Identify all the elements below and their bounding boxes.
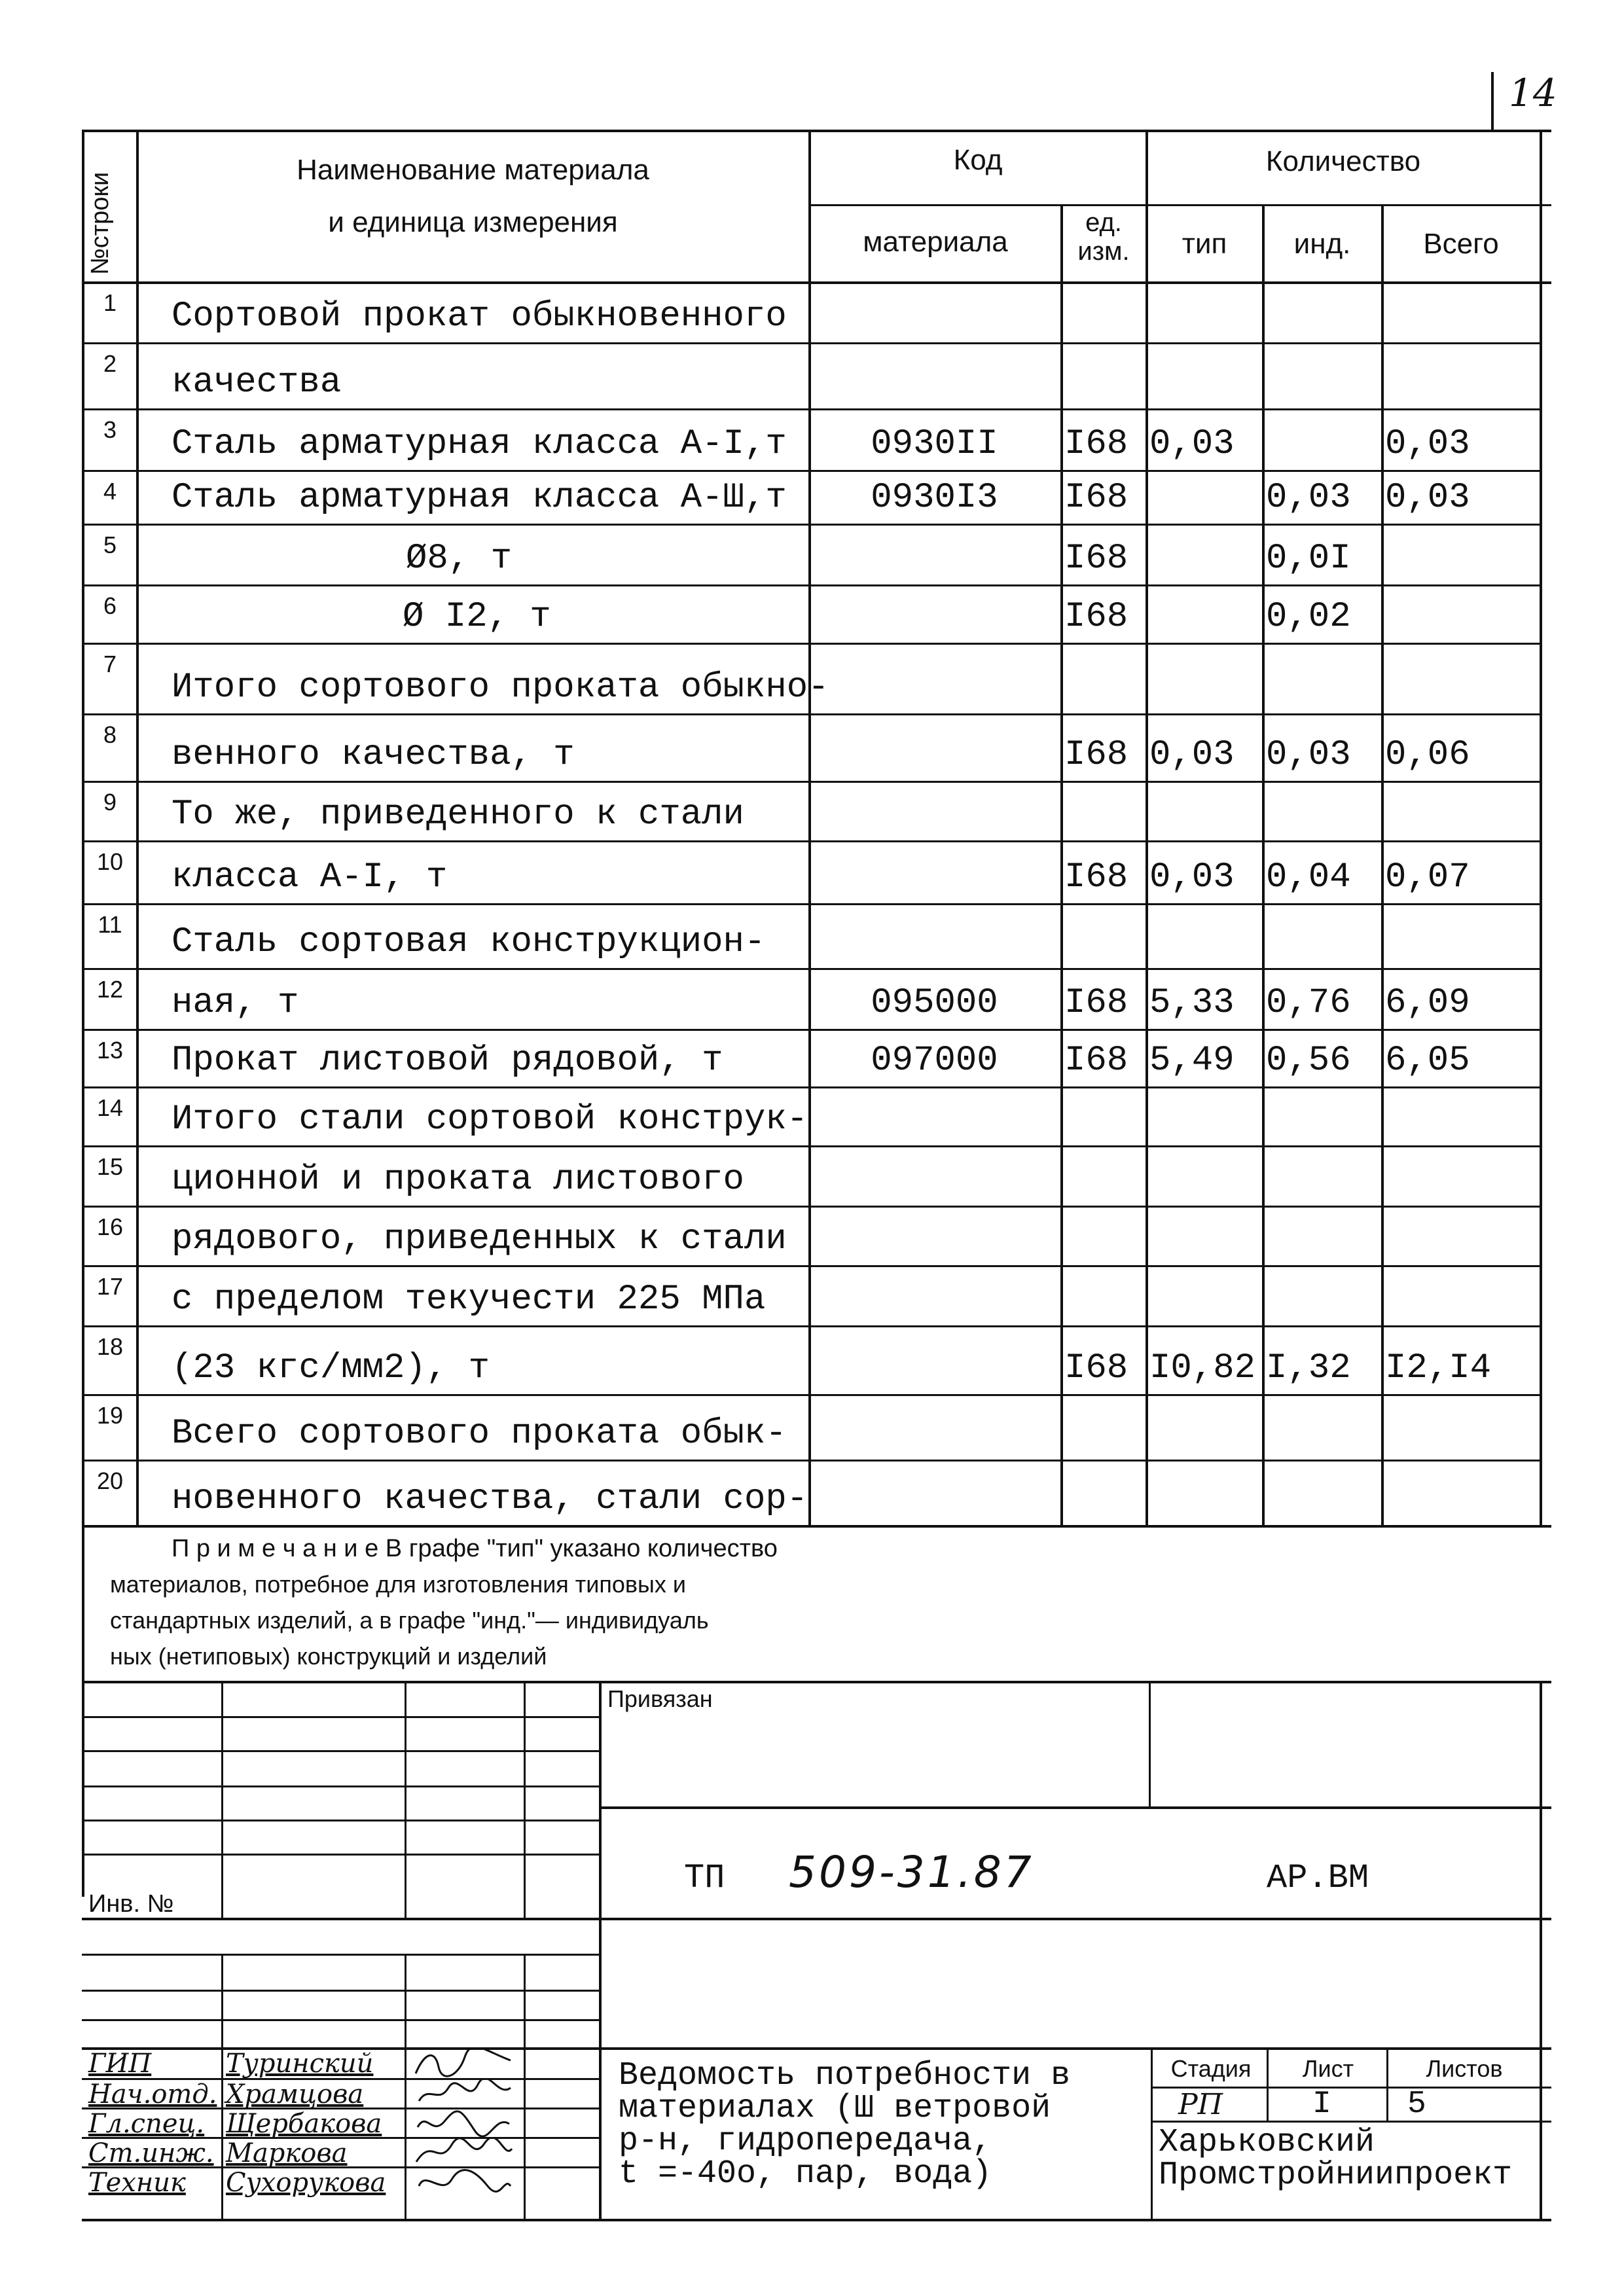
row-separator (808, 1394, 1540, 1396)
row-separator (136, 1525, 808, 1527)
stamp-vline (221, 1681, 223, 1918)
document-mark: АР.ВМ (1267, 1859, 1369, 1897)
name-column-border (808, 130, 811, 1525)
row-separator (82, 1265, 136, 1267)
row-number: 18 (96, 1333, 124, 1360)
stamp-bottom-border (82, 2219, 1551, 2221)
row-number: 15 (96, 1153, 124, 1180)
cell-tip: 5,33 (1149, 983, 1235, 1023)
row-separator (82, 903, 136, 905)
header-quantity: Количество (1265, 145, 1421, 177)
material-name: венного качества, т (171, 735, 575, 775)
row-separator (808, 408, 1540, 410)
row-separator (808, 524, 1540, 526)
header-name-line2: и единица измерения (328, 206, 618, 238)
cell-tip: 0,03 (1149, 424, 1235, 464)
stamp-line (82, 1854, 599, 1856)
stamp-vline (524, 1954, 526, 2219)
sheet-value: I (1312, 2087, 1331, 2122)
sheets-value: 5 (1407, 2087, 1426, 2122)
stamp-line (82, 2019, 599, 2021)
document-number: 509-31.87 (789, 1847, 1034, 1897)
row-separator (82, 1460, 136, 1462)
handwritten-signature (412, 2166, 517, 2199)
row-separator (136, 1086, 808, 1088)
row-separator (82, 643, 136, 645)
row-separator (808, 1145, 1540, 1147)
row-separator (136, 1029, 808, 1031)
signer-name: Храмцова (226, 2079, 364, 2109)
row-separator (82, 584, 136, 586)
stamp-line (82, 1954, 599, 1956)
material-name: Сортовой прокат обыкновенного (171, 296, 787, 336)
row-separator (136, 1145, 808, 1147)
cell-ind: 0,03 (1266, 735, 1351, 775)
cell-ind: 0,03 (1266, 478, 1351, 518)
row-separator (82, 1394, 136, 1396)
row-number: 1 (103, 289, 117, 316)
cell-total: 0,06 (1385, 735, 1470, 775)
header-code: Код (953, 144, 1003, 176)
page-number: 14 (1509, 71, 1557, 115)
row-separator (808, 1206, 1540, 1208)
row-number: 14 (96, 1094, 124, 1121)
row-separator (82, 713, 136, 715)
cell-unit: I68 (1064, 983, 1128, 1023)
cell-ind: 0,02 (1266, 597, 1351, 637)
cell-unit: I68 (1064, 424, 1128, 464)
stamp-line (82, 1716, 599, 1718)
note-line1: В графе "тип" указано количество (385, 1535, 778, 1562)
table-top-border (82, 130, 1551, 132)
cell-total: 6,05 (1385, 1041, 1470, 1081)
stamp-vline (1386, 2047, 1388, 2121)
cell-unit: I68 (1064, 857, 1128, 897)
handwritten-signature (412, 2047, 517, 2080)
row-separator (808, 1460, 1540, 1462)
material-name: качества (171, 363, 342, 403)
page-number-separator (1491, 72, 1494, 131)
cell-unit: I68 (1064, 539, 1128, 579)
stage-header: Стадия (1170, 2055, 1252, 2082)
organization-line2: Промстройниипроект (1159, 2157, 1513, 2194)
row-number: 13 (96, 1037, 124, 1064)
cell-code: 095000 (871, 983, 998, 1023)
row-separator (136, 968, 808, 970)
material-name: Итого сортового проката обыкно- (171, 668, 829, 708)
row-separator (136, 1394, 808, 1396)
handwritten-signature (412, 2078, 517, 2111)
stamp-right-border (1540, 1681, 1542, 2219)
row-separator (82, 470, 136, 472)
row-separator (136, 584, 808, 586)
row-number: 10 (96, 848, 124, 875)
cell-total: 0,03 (1385, 478, 1470, 518)
cell-tip: 0,03 (1149, 857, 1235, 897)
cell-code: 0930I3 (871, 478, 998, 518)
row-separator (136, 643, 808, 645)
cell-ind: 0,04 (1266, 857, 1351, 897)
header-material: материала (863, 226, 1008, 258)
row-separator (808, 342, 1540, 344)
cell-tip: 5,49 (1149, 1041, 1235, 1081)
stamp-line (82, 1750, 599, 1752)
cell-ind: I,32 (1266, 1348, 1351, 1388)
header-bottom-border (82, 281, 1551, 284)
row-separator (136, 713, 808, 715)
material-name: класса А-I, т (171, 857, 448, 897)
sheet-header: Лист (1302, 2055, 1354, 2082)
inventory-number-label: Инв. № (88, 1890, 174, 1918)
row-separator (136, 1325, 808, 1327)
material-name: Ø8, т (406, 539, 513, 579)
header-total: Всего (1423, 228, 1499, 260)
signer-name: Маркова (226, 2138, 348, 2168)
row-separator (136, 1460, 808, 1462)
row-separator (136, 342, 808, 344)
row-separator (82, 1325, 136, 1327)
stamp-vline (524, 1681, 526, 1918)
stamp-line (82, 1918, 1551, 1920)
row-number: 17 (96, 1273, 124, 1300)
row-separator (82, 1525, 136, 1527)
material-name: То же, приведенного к стали (171, 795, 744, 834)
material-name: рядового, приведенных к стали (171, 1219, 787, 1259)
row-number: 12 (96, 976, 124, 1003)
row-separator (136, 781, 808, 783)
row-separator (82, 408, 136, 410)
stamp-vline (405, 1681, 406, 1918)
material-name: новенного качества, стали сор- (171, 1479, 808, 1519)
stamp-line (82, 1785, 599, 1787)
signer-role: ГИП (88, 2049, 152, 2079)
row-separator (808, 968, 1540, 970)
material-name: Сталь сортовая конструкцион- (171, 922, 766, 962)
row-separator (82, 840, 136, 842)
right-border (1540, 130, 1542, 1525)
cell-total: 0,03 (1385, 424, 1470, 464)
material-name: Прокат листовой рядовой, т (171, 1041, 723, 1081)
cell-unit: I68 (1064, 478, 1128, 518)
header-row-number: №строки (86, 171, 114, 275)
row-separator (808, 840, 1540, 842)
row-separator (136, 1206, 808, 1208)
signer-role: Гл.спец. (88, 2109, 205, 2139)
cell-unit: I68 (1064, 597, 1128, 637)
row-separator (808, 1325, 1540, 1327)
material-name: Сталь арматурная класса А-I,т (171, 424, 787, 464)
row-separator (808, 1265, 1540, 1267)
stage-value: РП (1178, 2088, 1223, 2121)
tp-label: ТП (684, 1859, 725, 1897)
row-separator (136, 903, 808, 905)
note-line2: материалов, потребное для изготовления типовых и (110, 1571, 687, 1598)
cell-total: 6,09 (1385, 983, 1470, 1023)
stamp-top-border (82, 1681, 1551, 1683)
cell-ind: 0,56 (1266, 1041, 1351, 1081)
material-name: Сталь арматурная класса А-Ш,т (171, 478, 787, 518)
row-separator (808, 1029, 1540, 1031)
cell-ind: 0,76 (1266, 983, 1351, 1023)
header-unit-line1: ед. (1085, 208, 1122, 237)
rownum-column-border (136, 130, 139, 1525)
cell-code: 097000 (871, 1041, 998, 1081)
material-name: (23 кгс/мм2), т (171, 1348, 490, 1388)
signer-role: Ст.инж. (88, 2138, 214, 2168)
header-name-line1: Наименование материала (297, 154, 649, 186)
stamp-line (82, 1820, 599, 1821)
stamp-vline (405, 1954, 406, 2219)
row-separator (136, 840, 808, 842)
privyazan-label: Привязан (607, 1685, 713, 1712)
row-number: 20 (96, 1467, 124, 1494)
material-name: Всего сортового проката обык- (171, 1414, 787, 1454)
material-name: ная, т (171, 983, 299, 1023)
signer-name: Туринский (226, 2049, 374, 2079)
material-name: Итого стали сортовой конструк- (171, 1100, 808, 1139)
sheets-header: Листов (1426, 2055, 1503, 2082)
row-separator (82, 524, 136, 526)
stamp-vline (599, 1681, 602, 2219)
stamp-vline (1267, 2047, 1269, 2121)
cell-total: I2,I4 (1385, 1348, 1492, 1388)
cell-unit: I68 (1064, 735, 1128, 775)
header-unit-line2: изм. (1077, 237, 1130, 266)
material-name: ционной и проката листового (171, 1160, 744, 1200)
row-number: 7 (103, 651, 117, 677)
row-number: 6 (103, 592, 117, 619)
cell-ind: 0,0I (1266, 539, 1351, 579)
row-separator (808, 903, 1540, 905)
row-separator (82, 781, 136, 783)
material-name: Ø I2, т (403, 597, 551, 637)
material-name: с пределом текучести 225 МПа (171, 1280, 766, 1319)
document-title-line1: Ведомость потребности в (619, 2057, 1071, 2094)
note-lead: П р и м е ч а н и е (171, 1535, 379, 1562)
row-separator (808, 713, 1540, 715)
row-number: 5 (103, 531, 117, 558)
row-separator (82, 1206, 136, 1208)
row-separator (136, 524, 808, 526)
row-number: 11 (98, 911, 122, 938)
stamp-vline (1149, 1681, 1151, 1806)
cell-unit: I68 (1064, 1348, 1128, 1388)
cell-total: 0,07 (1385, 857, 1470, 897)
row-separator (808, 781, 1540, 783)
row-number: 9 (103, 789, 117, 816)
handwritten-signature (412, 2137, 517, 2170)
row-separator (82, 1086, 136, 1088)
cell-tip: 0,03 (1149, 735, 1235, 775)
signer-role: Техник (88, 2168, 186, 2198)
row-number: 8 (103, 721, 117, 748)
row-separator (136, 408, 808, 410)
header-tip: тип (1182, 228, 1227, 260)
document-title-line2: материалах (Ш ветровой (619, 2090, 1051, 2127)
stamp-vline (1151, 2047, 1153, 2219)
signer-name: Сухорукова (226, 2168, 386, 2198)
cell-unit: I68 (1064, 1041, 1128, 1081)
row-separator (82, 1145, 136, 1147)
handwritten-signature (412, 2108, 517, 2140)
row-separator (82, 968, 136, 970)
row-separator (808, 584, 1540, 586)
row-separator (82, 1029, 136, 1031)
row-number: 2 (103, 350, 117, 377)
left-border (82, 130, 84, 1897)
unit-column-border (1146, 130, 1148, 1525)
row-separator (136, 1265, 808, 1267)
document-title-line3: р-н, гидропередача, (619, 2123, 992, 2160)
note-line4: ных (нетиповых) конструкций и изделий (110, 1643, 547, 1670)
row-number: 3 (103, 416, 117, 443)
row-separator (808, 1525, 1540, 1527)
header-split-line (808, 204, 1551, 206)
stamp-line (82, 1990, 599, 1992)
row-separator (808, 643, 1540, 645)
note-line3: стандартных изделий, а в графе "инд."— индивидуаль (110, 1607, 709, 1634)
stamp-vline (221, 1954, 223, 2219)
organization-line1: Харьковский (1159, 2124, 1375, 2161)
row-separator (136, 470, 808, 472)
row-number: 4 (103, 478, 117, 505)
stamp-line (599, 1806, 1551, 1809)
row-separator (808, 470, 1540, 472)
cell-tip: I0,82 (1149, 1348, 1256, 1388)
row-separator (82, 342, 136, 344)
row-separator (808, 1086, 1540, 1088)
row-number: 19 (96, 1402, 124, 1429)
cell-code: 0930II (871, 424, 998, 464)
signer-name: Щербакова (226, 2109, 382, 2139)
document-title-line4: t =-40о, пар, вода) (619, 2155, 992, 2193)
row-number: 16 (96, 1213, 124, 1240)
header-ind: инд. (1293, 228, 1351, 260)
signer-role: Нач.отд. (88, 2079, 217, 2109)
